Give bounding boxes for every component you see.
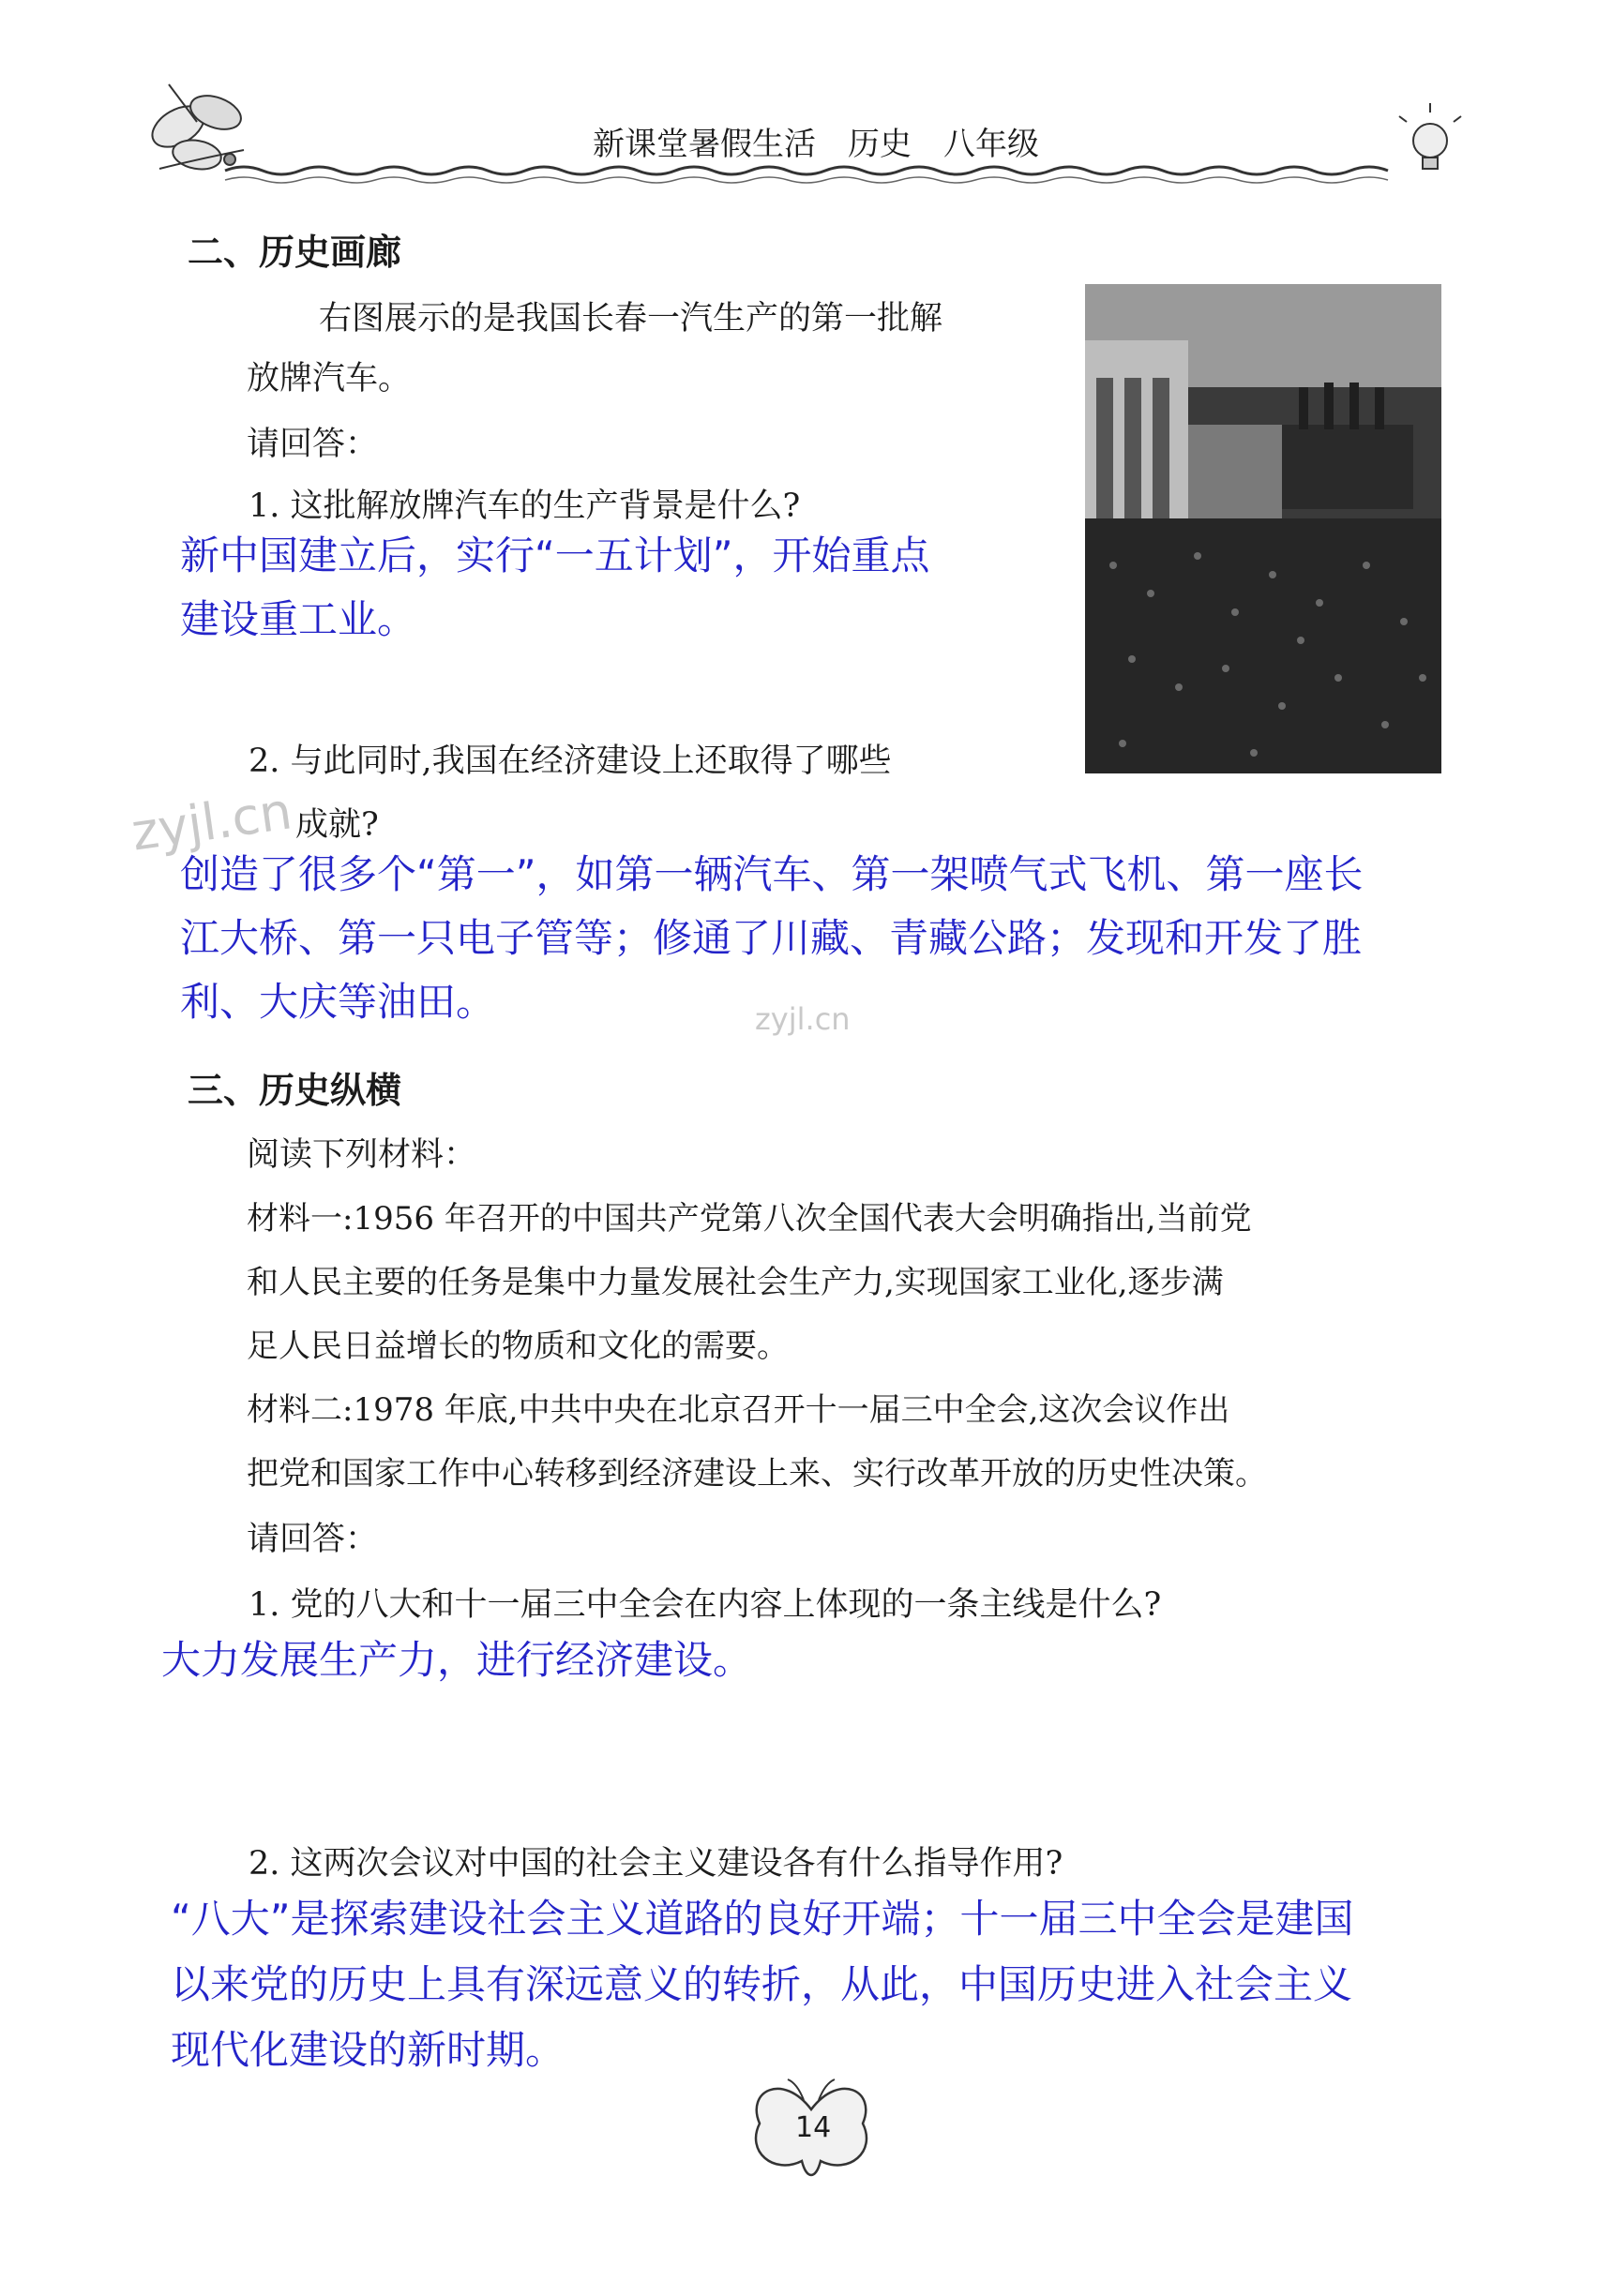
wavy-divider [225,167,1388,174]
gallery-answer-2-line1: 创造了很多个“第一”，如第一辆汽车、第一架喷气式飞机、第一座长 [180,851,1364,897]
historical-photo-jiefang-trucks [1085,284,1441,773]
material-1-line2: 和人民主要的任务是集中力量发展社会生产力,实现国家工业化,逐步满 [247,1264,1224,1301]
gallery-prompt: 请回答： [247,426,379,463]
overview-answer-1: 大力发展生产力，进行经济建设。 [161,1637,753,1683]
gallery-answer-2-line2: 江大桥、第一只电子管等；修通了川藏、青藏公路；发现和开发了胜 [180,915,1363,961]
material-2-line2: 把党和国家工作中心转移到经济建设上来、实行改革开放的历史性决策。 [247,1455,1267,1493]
flower-ornament-icon [145,84,246,173]
overview-answer-2-line2: 以来党的历史上具有深远意义的转折，从此，中国历史进入社会主义 [171,1961,1353,2007]
material-1-line1: 材料一:1956 年召开的中国共产党第八次全国代表大会明确指出,当前党 [247,1200,1252,1238]
overview-prompt: 请回答： [247,1521,379,1558]
gallery-answer-2-line3: 利、大庆等油田。 [180,979,496,1025]
overview-question-1: 1. 党的八大和十一届三中全会在内容上体现的一条主线是什么? [249,1586,1162,1624]
gallery-question-2-line2: 成就? [295,806,379,844]
lightbulb-icon [1399,103,1461,169]
overview-answer-2-line3: 现代化建设的新时期。 [171,2027,565,2073]
section-heading-gallery: 二、历史画廊 [188,232,402,273]
material-1-line3: 足人民日益增长的物质和文化的需要。 [247,1328,789,1365]
section-heading-overview: 三、历史纵横 [188,1070,402,1111]
watermark-center: zyjl.cn [755,1001,851,1037]
watermark-left: zyjl.cn [128,781,295,863]
overview-read-prompt: 阅读下列材料： [247,1136,477,1174]
material-2-line1: 材料二:1978 年底,中共中央在北京召开十一届三中全会,这次会议作出 [247,1391,1230,1429]
gallery-intro-line1: 右图展示的是我国长春一汽生产的第一批解 [319,300,943,338]
gallery-question-1: 1. 这批解放牌汽车的生产背景是什么? [249,488,801,525]
gallery-answer-1-line2: 建设重工业。 [180,596,417,642]
gallery-answer-1-line1: 新中国建立后，实行“一五计划”，开始重点 [180,533,930,578]
gallery-question-2-line1: 2. 与此同时,我国在经济建设上还取得了哪些 [249,743,892,780]
page-number: 14 [795,2111,832,2144]
page-header-title: 新课堂暑假生活 历史 八年级 [593,126,1039,163]
gallery-intro-line2: 放牌汽车。 [247,360,412,398]
overview-answer-2-line1: “八大”是探索建设社会主义道路的良好开端；十一届三中全会是建国 [171,1896,1354,1942]
overview-question-2: 2. 这两次会议对中国的社会主义建设各有什么指导作用? [249,1845,1063,1883]
